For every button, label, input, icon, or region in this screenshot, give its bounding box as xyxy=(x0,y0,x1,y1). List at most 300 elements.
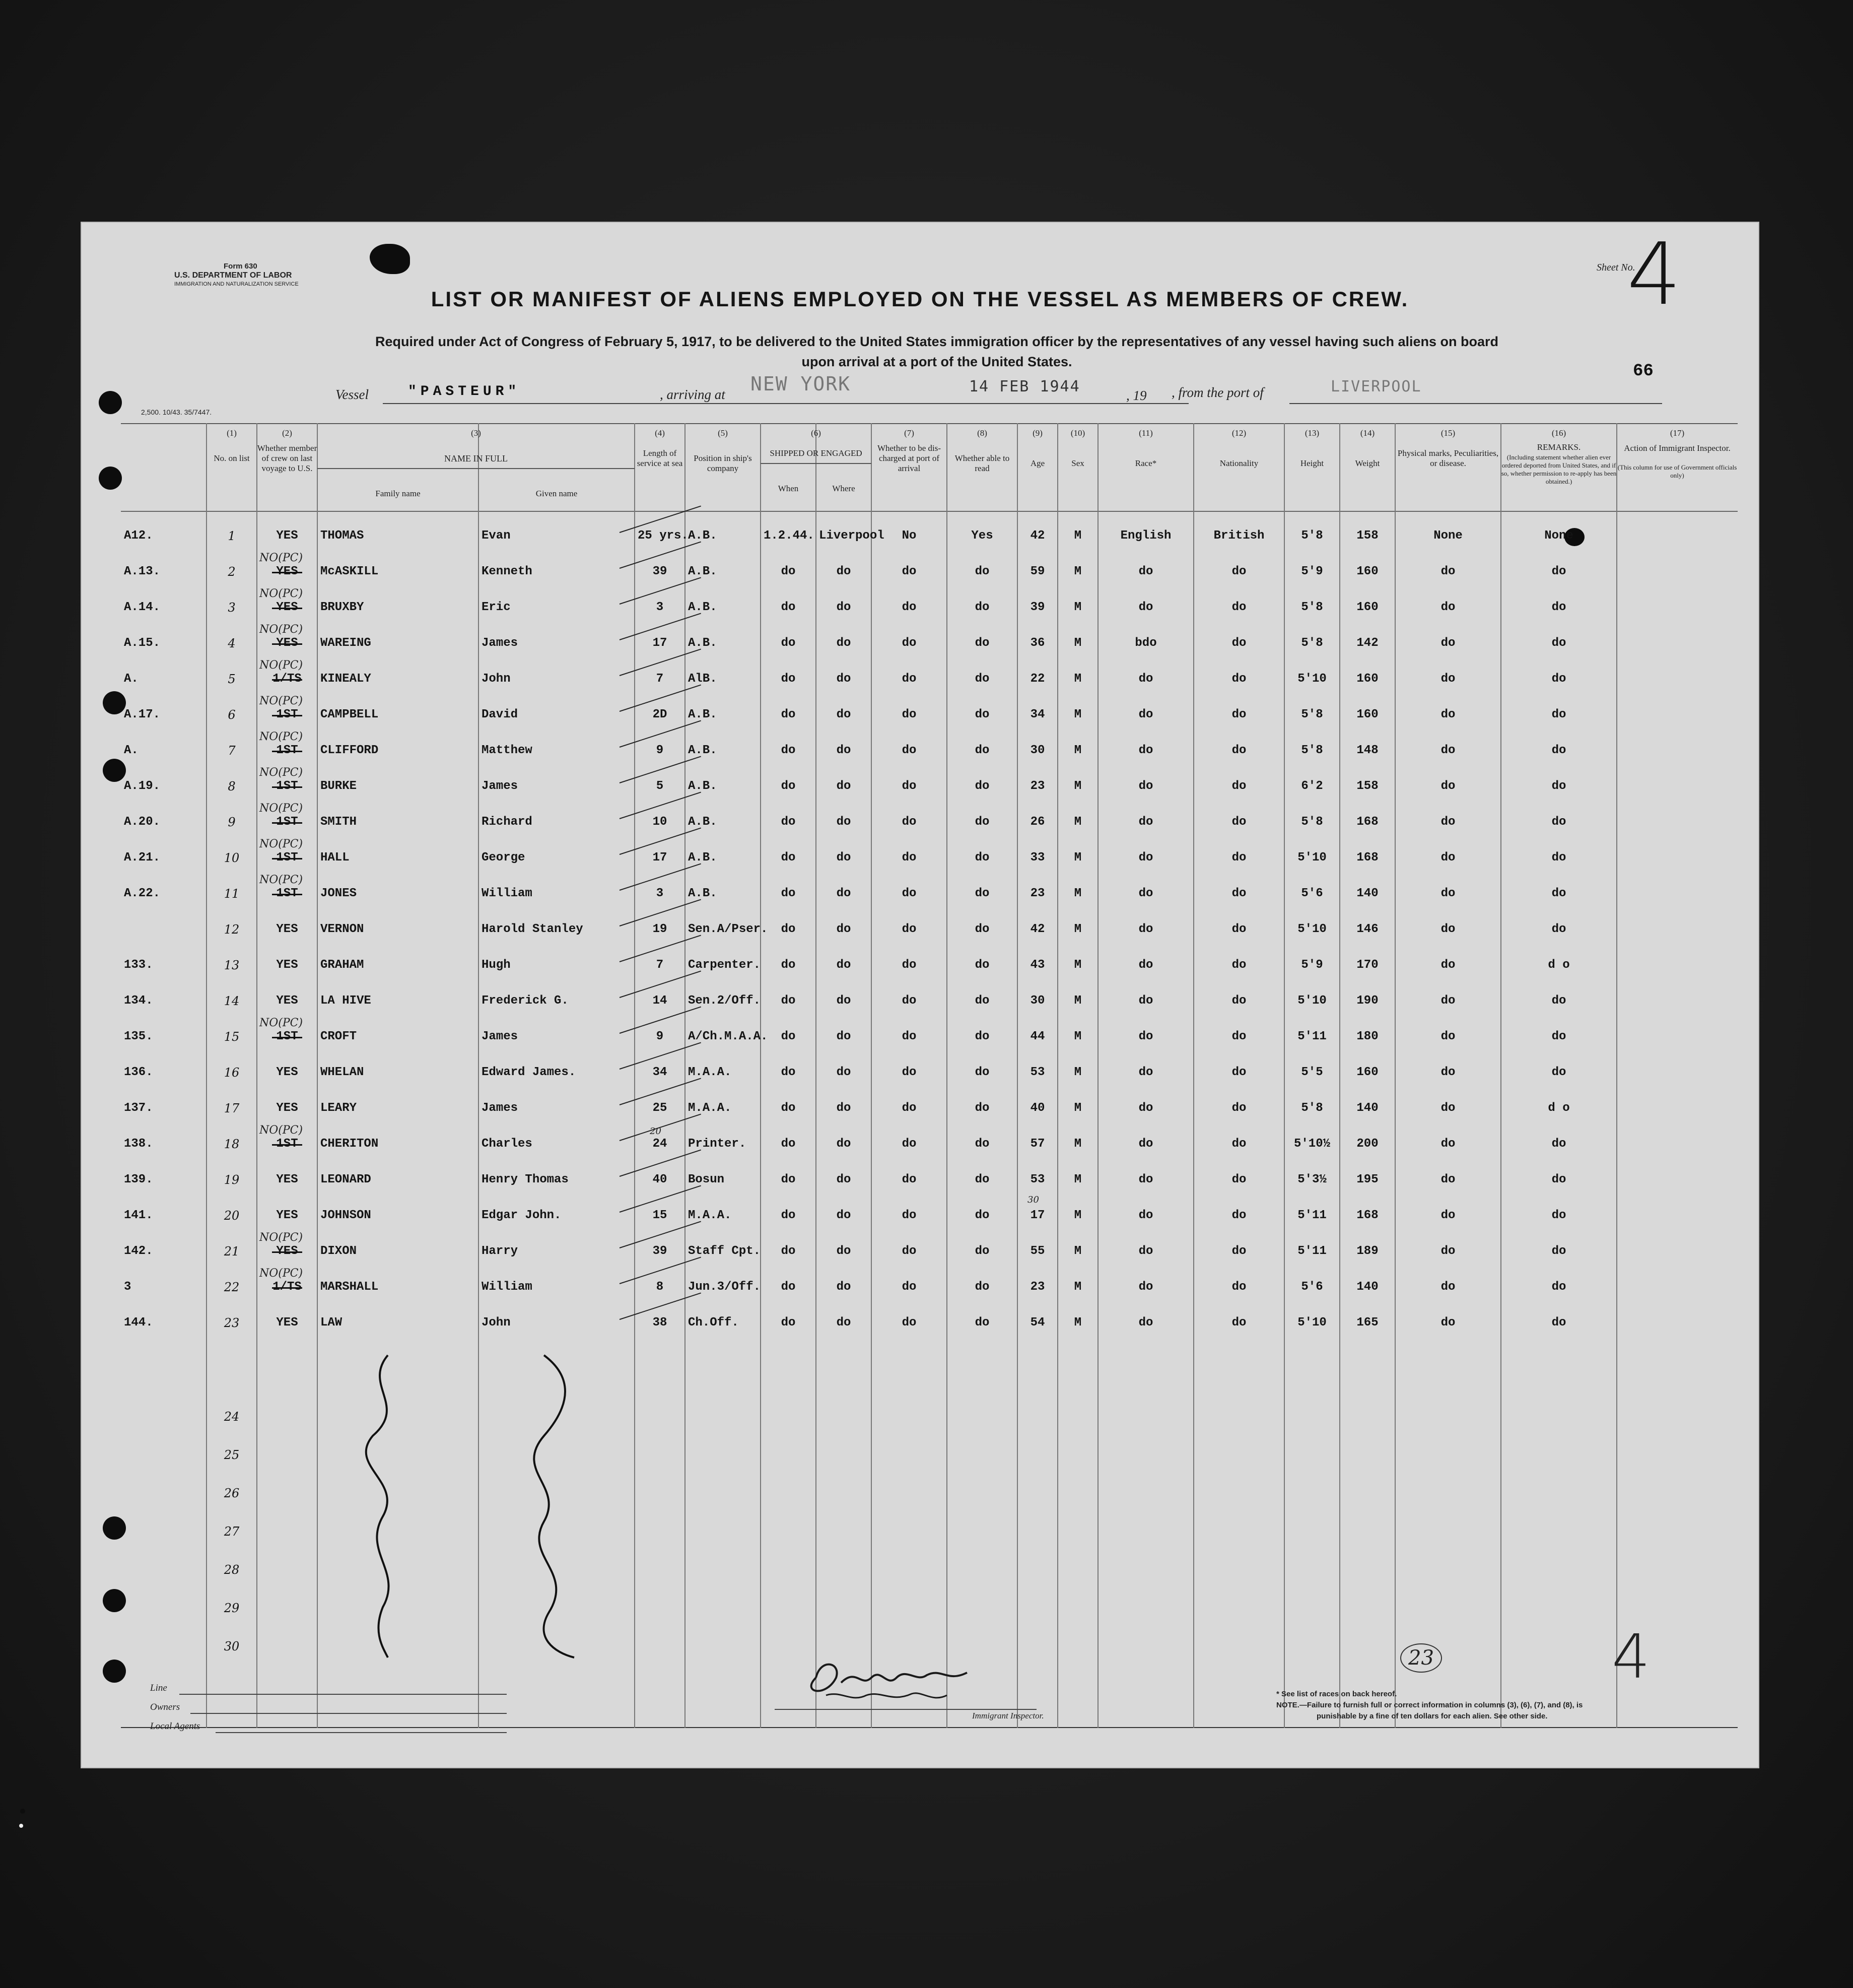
column-number: (2) xyxy=(282,428,292,438)
row-position: A.B. xyxy=(688,708,717,721)
row-nationality: do xyxy=(1231,887,1247,900)
row-when: do xyxy=(781,1209,796,1222)
owners-underline xyxy=(190,1713,507,1714)
row-age: 44 xyxy=(1030,1030,1045,1043)
row-weight: 146 xyxy=(1356,922,1379,936)
row-no: 8 xyxy=(228,779,236,793)
row-position: Ch.Off. xyxy=(688,1316,739,1330)
column-number: (6) xyxy=(811,428,821,438)
row-read: do xyxy=(975,1066,990,1079)
row-discharged: do xyxy=(902,994,917,1008)
row-when: do xyxy=(781,708,796,721)
row-age: 59 xyxy=(1030,565,1045,578)
row-where: do xyxy=(836,744,851,757)
column-number: (10) xyxy=(1070,428,1085,438)
row-age: 53 xyxy=(1030,1173,1045,1186)
voyage-correction-note: NO(PC) xyxy=(259,695,303,707)
row-ref: A.22. xyxy=(124,887,161,900)
row-given: John xyxy=(482,1316,511,1330)
row-service: 7 xyxy=(656,672,664,686)
row-position: Sen.2/Off. xyxy=(688,994,761,1008)
row-position: M.A.A. xyxy=(688,1066,732,1079)
row-family: GRAHAM xyxy=(320,958,364,972)
row-no: 23 xyxy=(224,1316,240,1330)
row-voyage: 1/TS xyxy=(272,672,302,686)
row-voyage: YES xyxy=(276,922,298,936)
row-ref: A.14. xyxy=(124,601,161,614)
row-race: do xyxy=(1138,565,1153,578)
row-nationality: do xyxy=(1231,1173,1247,1186)
row-sex: M xyxy=(1074,922,1082,936)
row-race: do xyxy=(1138,1316,1153,1330)
row-read: do xyxy=(975,601,990,614)
row-marks: do xyxy=(1440,1209,1456,1222)
row-age: 42 xyxy=(1030,922,1045,936)
row-given: Edgar John. xyxy=(482,1209,562,1222)
row-family: CAMPBELL xyxy=(320,708,379,721)
row-service: 25 xyxy=(652,1101,667,1115)
ink-blot xyxy=(370,244,410,274)
row-when: do xyxy=(781,922,796,936)
row-race: do xyxy=(1138,1244,1153,1258)
arriving-port-stamp: NEW YORK xyxy=(750,373,851,395)
row-read: do xyxy=(975,1030,990,1043)
row-discharged: do xyxy=(902,1316,917,1330)
row-given: William xyxy=(482,887,532,900)
row-no: 9 xyxy=(228,815,236,829)
row-marks: do xyxy=(1440,1030,1456,1043)
row-height: 5'8 xyxy=(1301,529,1323,543)
manifest-sheet xyxy=(81,222,1759,1768)
scan-speck xyxy=(20,1809,25,1814)
row-no: 4 xyxy=(228,636,236,650)
column-number: (7) xyxy=(904,428,914,438)
row-race: do xyxy=(1138,708,1153,721)
row-ref: 135. xyxy=(124,1030,153,1043)
row-family: JOHNSON xyxy=(320,1209,371,1222)
row-where: do xyxy=(836,1209,851,1222)
row-read: do xyxy=(975,672,990,686)
column-number: (3) xyxy=(471,428,481,438)
row-voyage: 1ST xyxy=(276,887,298,900)
row-race: do xyxy=(1138,815,1153,829)
row-given: Richard xyxy=(482,815,532,829)
row-sex: M xyxy=(1074,1173,1082,1186)
header-where: Where xyxy=(832,484,855,493)
row-family: LEONARD xyxy=(320,1173,371,1186)
row-where: do xyxy=(836,994,851,1008)
column-number: (11) xyxy=(1139,428,1153,438)
row-family: WHELAN xyxy=(320,1066,364,1079)
row-sex: M xyxy=(1074,672,1082,686)
row-discharged: do xyxy=(902,708,917,721)
row-when: do xyxy=(781,744,796,757)
row-where: do xyxy=(836,1030,851,1043)
row-no: 2 xyxy=(228,565,236,579)
row-family: VERNON xyxy=(320,922,364,936)
row-remarks: do xyxy=(1551,779,1566,793)
row-family: McASKILL xyxy=(320,565,379,578)
row-when: do xyxy=(781,1030,796,1043)
row-height: 5'8 xyxy=(1301,636,1323,650)
row-read: Yes xyxy=(971,529,993,543)
row-race: do xyxy=(1138,1030,1153,1043)
row-marks: do xyxy=(1440,601,1456,614)
local-agents-label: Local Agents xyxy=(150,1721,200,1732)
column-number: (8) xyxy=(977,428,987,438)
row-where: do xyxy=(836,887,851,900)
row-family: CROFT xyxy=(320,1030,357,1043)
row-service: 25 yrs. xyxy=(638,529,689,543)
row-family: KINEALY xyxy=(320,672,371,686)
row-weight: 189 xyxy=(1356,1244,1379,1258)
row-sex: M xyxy=(1074,815,1082,829)
row-family: SMITH xyxy=(320,815,357,829)
row-discharged: do xyxy=(902,1101,917,1115)
row-where: do xyxy=(836,958,851,972)
row-marks: do xyxy=(1440,958,1456,972)
row-where: do xyxy=(836,708,851,721)
row-weight: 168 xyxy=(1356,1209,1379,1222)
row-discharged: do xyxy=(902,1173,917,1186)
service-name: IMMIGRATION AND NATURALIZATION SERVICE xyxy=(174,281,299,287)
row-discharged: do xyxy=(902,815,917,829)
row-nationality: do xyxy=(1231,922,1247,936)
header-remarks-note: (Including statement whether alien ever ordered deported from United States, and if so, whether permission to re-apply has been obtained.) xyxy=(1501,453,1617,485)
row-nationality: do xyxy=(1231,1137,1247,1151)
voyage-correction-note: NO(PC) xyxy=(259,1231,303,1244)
row-sex: M xyxy=(1074,1137,1082,1151)
row-height: 5'5 xyxy=(1301,1066,1323,1079)
inspector-signature xyxy=(796,1647,987,1708)
row-position: Bosun xyxy=(688,1173,725,1186)
header-action: Action of Immigrant Inspector. xyxy=(1624,443,1731,453)
row-sex: M xyxy=(1074,1209,1082,1222)
row-height: 6'2 xyxy=(1301,779,1323,793)
penalty-note-1: NOTE.—Failure to furnish full or correct information in columns (3), (6), (7), and (8), is xyxy=(1276,1701,1583,1709)
column-number: (15) xyxy=(1440,428,1456,438)
empty-row-number: 25 xyxy=(224,1448,240,1462)
row-remarks: do xyxy=(1551,994,1566,1008)
row-given: James xyxy=(482,1101,518,1115)
row-discharged: No xyxy=(902,529,917,543)
row-discharged: do xyxy=(902,1066,917,1079)
row-service: 14 xyxy=(652,994,667,1008)
row-voyage: 1/TS xyxy=(272,1280,302,1294)
row-ref: A.17. xyxy=(124,708,161,721)
row-given: Henry Thomas xyxy=(482,1173,569,1186)
row-nationality: do xyxy=(1231,672,1247,686)
row-read: do xyxy=(975,958,990,972)
row-where: do xyxy=(836,922,851,936)
row-sex: M xyxy=(1074,565,1082,578)
row-sex: M xyxy=(1074,708,1082,721)
row-given: James xyxy=(482,1030,518,1043)
header-length-service: Length of service at sea xyxy=(637,448,683,468)
row-read: do xyxy=(975,1101,990,1115)
row-sex: M xyxy=(1074,1066,1082,1079)
row-read: do xyxy=(975,1137,990,1151)
row-race: do xyxy=(1138,1101,1153,1115)
row-family: THOMAS xyxy=(320,529,364,543)
year-label: , 19 xyxy=(1126,388,1147,403)
header-no-on-list: No. on list xyxy=(214,453,250,463)
row-discharged: do xyxy=(902,887,917,900)
row-height: 5'8 xyxy=(1301,815,1323,829)
vessel-label: Vessel xyxy=(335,387,369,402)
row-marks: do xyxy=(1440,1244,1456,1258)
row-when: do xyxy=(781,887,796,900)
voyage-correction-note: NO(PC) xyxy=(259,874,303,886)
row-where: do xyxy=(836,1316,851,1330)
row-when: do xyxy=(781,1316,796,1330)
row-when: do xyxy=(781,1173,796,1186)
row-position: Staff Cpt. xyxy=(688,1244,761,1258)
row-service: 40 xyxy=(652,1173,667,1186)
row-no: 10 xyxy=(224,851,240,865)
empty-row-number: 27 xyxy=(224,1525,240,1539)
row-age: 55 xyxy=(1030,1244,1045,1258)
strike-line xyxy=(272,715,302,716)
arrival-date-stamp: 14 FEB 1944 xyxy=(969,378,1080,395)
row-no: 14 xyxy=(224,994,240,1008)
header-given-name: Given name xyxy=(535,489,578,498)
row-remarks: do xyxy=(1551,1030,1566,1043)
row-nationality: do xyxy=(1231,1244,1247,1258)
row-sex: M xyxy=(1074,1030,1082,1043)
margin-number: 4 xyxy=(1612,1622,1651,1692)
row-family: LEARY xyxy=(320,1101,357,1115)
row-no: 7 xyxy=(228,744,236,758)
column-number: (5) xyxy=(718,428,728,438)
voyage-correction-note: NO(PC) xyxy=(259,1124,303,1137)
row-race: do xyxy=(1138,601,1153,614)
row-race: bdo xyxy=(1135,636,1157,650)
strike-line xyxy=(272,894,302,895)
header-weight: Weight xyxy=(1355,458,1380,468)
row-position: M.A.A. xyxy=(688,1209,732,1222)
row-marks: do xyxy=(1440,1137,1456,1151)
row-position: A.B. xyxy=(688,815,717,829)
row-nationality: do xyxy=(1231,1030,1247,1043)
row-no: 3 xyxy=(228,601,236,615)
row-position: A.B. xyxy=(688,529,717,543)
row-voyage: YES xyxy=(276,565,298,578)
row-weight: 170 xyxy=(1356,958,1379,972)
row-voyage: 1ST xyxy=(276,744,298,757)
row-nationality: British xyxy=(1213,529,1265,543)
row-family: MARSHALL xyxy=(320,1280,379,1294)
row-no: 20 xyxy=(224,1209,240,1223)
row-position: A.B. xyxy=(688,779,717,793)
row-height: 5'10 xyxy=(1297,1316,1327,1330)
row-service: 5 xyxy=(656,779,664,793)
row-when: 1.2.44. xyxy=(764,529,814,543)
row-service: 17 xyxy=(652,636,667,650)
row-height: 5'9 xyxy=(1301,958,1323,972)
row-marks: do xyxy=(1440,1101,1456,1115)
row-where: do xyxy=(836,1137,851,1151)
row-sex: M xyxy=(1074,636,1082,650)
header-action-note: (This column for use of Government officials only) xyxy=(1617,463,1737,479)
row-position: M.A.A. xyxy=(688,1101,732,1115)
row-family: LAW xyxy=(320,1316,342,1330)
row-height: 5'9 xyxy=(1301,565,1323,578)
row-no: 12 xyxy=(224,922,240,937)
row-service: 24 xyxy=(652,1137,667,1151)
row-weight: 158 xyxy=(1356,779,1379,793)
row-marks: do xyxy=(1440,851,1456,865)
row-weight: 160 xyxy=(1356,601,1379,614)
row-voyage: 1ST xyxy=(276,779,298,793)
row-weight: 168 xyxy=(1356,815,1379,829)
row-race: do xyxy=(1138,851,1153,865)
row-marks: do xyxy=(1440,922,1456,936)
row-marks: do xyxy=(1440,1280,1456,1294)
row-voyage: YES xyxy=(276,1101,298,1115)
column-number: (9) xyxy=(1033,428,1043,438)
row-voyage: YES xyxy=(276,636,298,650)
row-sex: M xyxy=(1074,887,1082,900)
service-correction: 20 xyxy=(650,1126,661,1137)
row-read: do xyxy=(975,636,990,650)
subtitle-line-2: upon arrival at a port of the United States. xyxy=(801,354,1072,369)
row-family: JONES xyxy=(320,887,357,900)
from-port-label: , from the port of xyxy=(1172,385,1264,400)
row-marks: do xyxy=(1440,779,1456,793)
row-race: do xyxy=(1138,1173,1153,1186)
row-when: do xyxy=(781,1280,796,1294)
strike-line xyxy=(272,751,302,752)
row-voyage: YES xyxy=(276,1209,298,1222)
row-nationality: do xyxy=(1231,744,1247,757)
row-age: 23 xyxy=(1030,1280,1045,1294)
row-discharged: do xyxy=(902,672,917,686)
punch-hole xyxy=(99,467,122,490)
row-service: 3 xyxy=(656,601,664,614)
row-family: BURKE xyxy=(320,779,357,793)
row-sex: M xyxy=(1074,851,1082,865)
row-when: do xyxy=(781,994,796,1008)
row-discharged: do xyxy=(902,565,917,578)
row-where: do xyxy=(836,1173,851,1186)
row-family: BRUXBY xyxy=(320,601,364,614)
row-given: William xyxy=(482,1280,532,1294)
row-voyage: 1ST xyxy=(276,815,298,829)
header-family-name: Family name xyxy=(375,489,421,498)
row-nationality: do xyxy=(1231,1101,1247,1115)
row-given: David xyxy=(482,708,518,721)
print-code: 2,500. 10/43. 35/7447. xyxy=(141,408,212,416)
row-remarks: do xyxy=(1551,887,1566,900)
row-weight: 190 xyxy=(1356,994,1379,1008)
row-ref: A12. xyxy=(124,529,153,543)
row-when: do xyxy=(781,1101,796,1115)
row-read: do xyxy=(975,1209,990,1222)
sheet-label: Sheet No. xyxy=(1597,262,1635,273)
row-race: do xyxy=(1138,1137,1153,1151)
row-no: 1 xyxy=(228,529,236,543)
row-where: do xyxy=(836,636,851,650)
row-age: 17 xyxy=(1030,1209,1045,1222)
strike-line xyxy=(272,858,302,859)
row-read: do xyxy=(975,744,990,757)
row-ref: A.13. xyxy=(124,565,161,578)
row-remarks: do xyxy=(1551,1280,1566,1294)
row-no: 15 xyxy=(224,1030,240,1044)
row-remarks: None xyxy=(1544,529,1573,543)
voyage-correction-note: NO(PC) xyxy=(259,802,303,815)
voyage-correction-note: NO(PC) xyxy=(259,623,303,636)
row-where: do xyxy=(836,1066,851,1079)
row-sex: M xyxy=(1074,994,1082,1008)
row-family: CHERITON xyxy=(320,1137,379,1151)
row-age: 33 xyxy=(1030,851,1045,865)
row-position: A.B. xyxy=(688,744,717,757)
row-race: do xyxy=(1138,994,1153,1008)
row-discharged: do xyxy=(902,922,917,936)
row-where: do xyxy=(836,1101,851,1115)
row-marks: do xyxy=(1440,1316,1456,1330)
row-remarks: do xyxy=(1551,1173,1566,1186)
row-discharged: do xyxy=(902,851,917,865)
row-ref: 141. xyxy=(124,1209,153,1222)
row-ref: A.15. xyxy=(124,636,161,650)
voyage-correction-note: NO(PC) xyxy=(259,731,303,743)
row-service: 7 xyxy=(656,958,664,972)
row-service: 15 xyxy=(652,1209,667,1222)
header-shipped-engaged: SHIPPED OR ENGAGED xyxy=(770,448,862,458)
row-race: do xyxy=(1138,744,1153,757)
row-service: 8 xyxy=(656,1280,664,1294)
row-ref: 137. xyxy=(124,1101,153,1115)
row-nationality: do xyxy=(1231,958,1247,972)
header-nationality: Nationality xyxy=(1219,458,1259,468)
row-remarks: do xyxy=(1551,815,1566,829)
row-where: do xyxy=(836,565,851,578)
row-race: do xyxy=(1138,922,1153,936)
row-when: do xyxy=(781,565,796,578)
header-remarks: REMARKS. xyxy=(1537,442,1581,452)
header-height: Height xyxy=(1300,458,1324,468)
from-port-stamp: LIVERPOOL xyxy=(1331,378,1422,395)
row-no: 17 xyxy=(224,1101,240,1115)
row-height: 5'10 xyxy=(1297,922,1327,936)
row-weight: 195 xyxy=(1356,1173,1379,1186)
header-position: Position in ship's company xyxy=(694,453,752,473)
row-height: 5'11 xyxy=(1297,1244,1327,1258)
row-when: do xyxy=(781,851,796,865)
row-height: 5'8 xyxy=(1301,708,1323,721)
row-nationality: do xyxy=(1231,779,1247,793)
header-name-in-full: NAME IN FULL xyxy=(444,453,508,463)
row-position: A/Ch.M.A.A. xyxy=(688,1030,768,1043)
row-read: do xyxy=(975,1173,990,1186)
row-race: do xyxy=(1138,1209,1153,1222)
row-remarks: do xyxy=(1551,601,1566,614)
row-where: do xyxy=(836,815,851,829)
row-weight: 142 xyxy=(1356,636,1379,650)
age-correction: 30 xyxy=(1027,1195,1039,1205)
row-sex: M xyxy=(1074,601,1082,614)
row-read: do xyxy=(975,922,990,936)
row-age: 42 xyxy=(1030,529,1045,543)
sheet-number: 4 xyxy=(1627,225,1682,324)
row-remarks: do xyxy=(1551,672,1566,686)
row-remarks: do xyxy=(1551,922,1566,936)
row-read: do xyxy=(975,1316,990,1330)
vessel-name: "PASTEUR" xyxy=(408,384,521,400)
